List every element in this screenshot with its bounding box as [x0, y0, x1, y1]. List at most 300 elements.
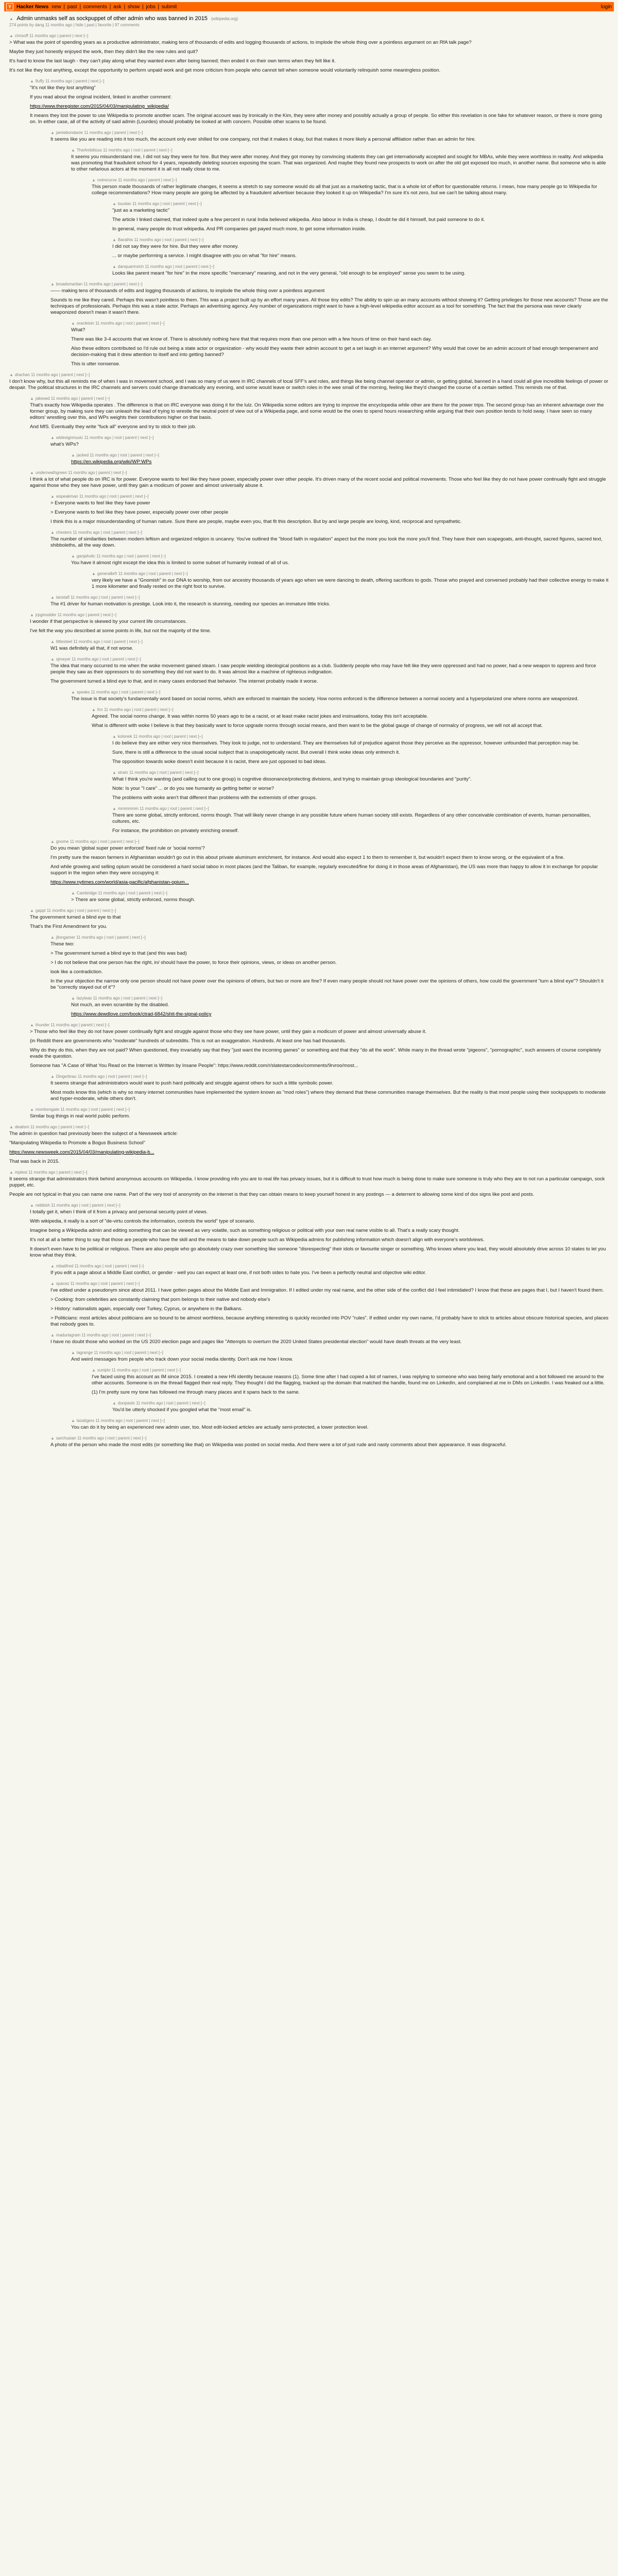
comment-paragraph: I've edited under a pseudonym since about 2011. I have gotten pages about the Middle East and Immigration. If I edited under my real name, and the other side of the conflict did I feel intimidated? I know that these are pages that I, but I haven't found them.: [50, 1287, 604, 1293]
comment-body: [30, 1209, 609, 1259]
comment-paragraph: —— making tens of thousands of edits and logging thousands of actions, to implode the whole thing over a pointless argument: [50, 288, 325, 294]
comment-paragraph: People are not typical in that you can name one name. Part of the very tool of anonymity on the internet is that they can obtain means to keep yourself honest in any postings — a deterrent to allowing some kind of dox signs like post and posts.: [9, 1192, 535, 1197]
comment: [50, 130, 609, 143]
comment-paragraph: Looks like parent meant "for hire" in the more specific "mercenary" meaning, and not in the very general, "old enough to be employed" sense you seem to be using.: [112, 270, 466, 276]
upvote-icon[interactable]: ▲: [50, 935, 55, 940]
comment-paragraph: "just as a marketing tactic": [112, 208, 170, 213]
comment-meta: [50, 595, 609, 600]
comment-meta: [30, 1107, 609, 1112]
upvote-icon[interactable]: ▲: [112, 806, 116, 811]
comment-paragraph: Maybe they just honestly enjoyed the work, then they didn't like the new rules and quit?: [9, 49, 198, 55]
comment-meta: [30, 79, 609, 83]
upvote-icon[interactable]: ▲: [50, 530, 55, 535]
upvote-icon[interactable]: ▲: [30, 79, 34, 83]
comment: [112, 806, 609, 834]
comment-body: [112, 244, 609, 259]
upvote-icon[interactable]: ▲: [92, 571, 96, 576]
comment-meta: [92, 707, 609, 712]
comment-paragraph: > I do not believe that one person has the right, in/ should have the power, to force their opinions, views, or ideas on another person.: [50, 960, 337, 965]
comment: [71, 453, 609, 465]
comment-meta-text[interactable]: dealism 11 months ago | parent | next [–]: [14, 1125, 90, 1129]
comment-paragraph: There are some global, strictly enforced, norms though. That will likely never change in any possible future where human society still exists. Regardless of any other conceivable combination of events, human personalities, cultures, etc.: [112, 812, 591, 824]
comment: [71, 891, 609, 903]
comment-paragraph: Someone has "A Case of What You Read on the Internet is Written by Insane People": https://www.reddit.com/r/slatestarcodex/comments/9rvroo/most...: [30, 1063, 358, 1069]
nav-separator: |: [124, 4, 127, 10]
comment-body: [50, 536, 609, 549]
comment-body: [71, 897, 609, 903]
comment-meta-text[interactable]: notrecurve 11 months ago | parent | next [–]: [97, 178, 177, 182]
upvote-icon[interactable]: ▲: [92, 178, 96, 182]
comment-meta-text[interactable]: drachan 11 months ago | parent | next [–]: [14, 372, 90, 377]
comment-paragraph: The #1 driver for human motivation is prestige. Look into it, the research is stunning, needing our species an immature little tricks.: [50, 601, 331, 607]
upvote-icon[interactable]: ▲: [92, 1368, 96, 1372]
comment-meta: [71, 1350, 609, 1355]
upvote-icon[interactable]: ▲: [50, 595, 55, 600]
comment-meta: [50, 1436, 609, 1440]
upvote-icon[interactable]: ▲: [71, 321, 75, 326]
comment-meta-text[interactable]: fcn 11 months ago | root | parent | next [–]: [97, 707, 174, 712]
comment-meta: [30, 1203, 609, 1208]
comment: [92, 571, 609, 590]
upvote-icon[interactable]: ▲: [50, 1281, 55, 1286]
comment-meta-text[interactable]: sjmeyer 11 months ago | root | parent | next [–]: [56, 657, 141, 662]
comment-meta-text[interactable]: jamiebondanie 11 months ago | parent | next [–]: [56, 130, 143, 135]
upvote-icon[interactable]: ▲: [112, 734, 116, 739]
comment-meta: [30, 908, 609, 913]
comment-paragraph: I think this is a major misunderstanding of human nature. Sure there are people, maybe even you, that fit this description. But by and large people are loving, kind, reciprocal and sympathetic.: [50, 519, 462, 524]
comment: [30, 470, 609, 489]
upvote-icon[interactable]: ▲: [71, 1350, 75, 1355]
comment-link[interactable]: https://www.dewdlove.com/book/ctrad-6842/shit-the-signal-policy: [71, 1011, 212, 1017]
comment-meta: [50, 657, 609, 662]
comment-paragraph: > Politicians: most articles about politicians are so bound to be almost worthless, because anything interesting is quickly recorded into POV "rules". If edited under my own name, I'd probably have to stick to articles about obscure historical species, and places that nobody goes to.: [50, 1315, 609, 1327]
comment-paragraph: I don't know why, but this all reminds me of when I was in movement school, and I was so many of us were in IRC channels of local SFF's and roles, and things like being channel operator or admin, or getting global, banned in a hand could all give incredible feelings of power or despair. The political structures in the IRC channels and servers could change dramatically any evening, and some would leave or switch roles in the wee small of the morning, feeling like they'd changed the course of a certain settled. This reminds me of that.: [9, 379, 609, 391]
upvote-icon[interactable]: ▲: [9, 33, 13, 38]
comment-link[interactable]: https://www.theregister.com/2015/04/03/manipulating_wikipedia/: [30, 104, 169, 109]
comment-meta: [50, 935, 609, 940]
site-logo-icon[interactable]: Y: [6, 3, 13, 10]
comment-paragraph: It seems strange that administrators think behind anonymous accounts on Wikipedia. I know providing info you are to real life has privacy issues, but it is difficult to trust how much is being done to make sure someone is truly who they are to not run a particular campaign, sock puppet, etc.: [9, 1176, 605, 1188]
comment-meta-text[interactable]: underneathgreen 11 months ago | parent | next [–]: [35, 470, 127, 475]
comment-paragraph: Do you mean 'global super power enforced' fixed rule or 'social norms'?: [50, 845, 205, 851]
comment: [50, 1333, 609, 1345]
comment: [71, 1350, 609, 1363]
comment-paragraph: look like a contradiction.: [50, 969, 103, 975]
comment-meta: [71, 690, 609, 694]
comment-meta-text[interactable]: oracleisin 11 months ago | root | parent | next [–]: [76, 321, 165, 326]
comment-paragraph[interactable]: [50, 879, 609, 886]
comment-meta: [50, 130, 609, 135]
comment-link[interactable]: https://www.newsweek.com/2015/04/03/manipulating-wikipedia-b...: [9, 1149, 154, 1155]
comment-list: [4, 30, 614, 1448]
comment-meta-text[interactable]: Barathis 11 months ago | root | parent | next [–]: [117, 238, 204, 242]
comment-paragraph: What I think you're wanting (and calling out to one group) is cognitive dissonance/protecting divisions, and trying to maintain group ideological boundaries and "purity".: [112, 776, 472, 782]
comment-meta-text[interactable]: Dingerbrau 11 months ago | root | parent | next [–]: [56, 1074, 147, 1079]
comment: [92, 1368, 609, 1396]
nav-separator: |: [79, 4, 82, 10]
upvote-icon[interactable]: ▲: [71, 1418, 75, 1423]
comment-paragraph: A photo of the person who made the most edits (or something like that) on Wikipedia was posted on social media. And there were a lot of just rude and nasty comments about their appearance. It was disgraceful.: [50, 1442, 507, 1448]
comment-meta-text[interactable]: gappl 11 months ago | root | parent | next [–]: [35, 908, 116, 913]
comment-paragraph: You can do it by being an experienced new admin user, too. Most edit-locked articles are actually semi-protected, a lower protection level.: [71, 1425, 369, 1430]
comment-body: [50, 601, 609, 607]
comment-meta-text[interactable]: dunpaolo 11 months ago | root | parent | next [–]: [117, 1401, 205, 1405]
nav-link-new[interactable]: new: [52, 4, 63, 10]
upvote-icon[interactable]: ▲: [50, 1074, 55, 1079]
comment-meta: [92, 1368, 609, 1372]
comment-meta: [50, 282, 609, 286]
comment-paragraph: I do believe they are either very nice themselves. They look to judge, not to understand. They are themselves full of prejudice against those they perceive as the oppressor, however unfounded that perception may be.: [112, 740, 579, 746]
comment-meta-text[interactable]: lazyteas 11 months ago | root | parent | next [–]: [76, 996, 163, 1001]
comment-meta-text[interactable]: Cambridge 11 months ago | root | parent | next [–]: [76, 891, 167, 895]
comment-body: [50, 1080, 609, 1102]
story: [4, 11, 614, 30]
nav-link-show[interactable]: show: [127, 4, 142, 10]
comment-meta-text[interactable]: lagrange 11 months ago | root | parent | next [–]: [76, 1350, 163, 1355]
upvote-icon[interactable]: ▲: [50, 639, 55, 644]
comment-meta: [50, 1333, 609, 1337]
upvote-icon[interactable]: ▲: [71, 891, 75, 895]
comment-paragraph: Why do they do this, when they are not paid? When questioned, they invariably say that they "just want the incoming games" or something and that they "do all the work". While many in the thread wrote "pigeons", "pornographic", such answers of course completely evade the question.: [30, 1047, 601, 1059]
comment-paragraph: I have no doubt those who worked on the US 2020 election page and pages like "Attempts to overturn the 2020 United States presidential election" would have death threats at the very least.: [50, 1339, 462, 1345]
comment-paragraph: The article I linked claimed, that indeed quite a few percent in rural India believed wikipedia. Also labour in India is cheap, I doubt he did it himself, but paid someone to do it.: [112, 217, 485, 223]
comment-meta: [112, 264, 609, 269]
comment-meta: [50, 1264, 609, 1268]
upvote-icon[interactable]: ▲: [9, 372, 13, 377]
comment-meta-text[interactable]: kolonek 11 months ago | root | parent | next [–]: [117, 734, 203, 739]
comment-meta-text[interactable]: strain 11 months ago | root | parent | next [–]: [117, 770, 199, 775]
comment: [92, 707, 609, 729]
comment-paragraph[interactable]: [9, 1149, 609, 1156]
comment-paragraph: This person made thousands of rather legitimate changes, it seems a stretch to say someone would do all that just as a marketing tactic, that is a whole lot of effort for questionable returns. I mean, how many people go to Wikipedia for college recommendations? How many people are going be affected by a fraudulent advertiser because they looked it up on Wikipedia? I'm sure it's not zero, but we can't be talking about many.: [92, 184, 597, 196]
comment: [50, 435, 609, 448]
top-bar: [4, 2, 614, 11]
comment-paragraph: > The government turned a blind eye to that (and this was bad): [50, 951, 187, 956]
comment-paragraph[interactable]: [30, 104, 609, 110]
comment: [30, 396, 609, 430]
comment-body: [30, 1029, 609, 1069]
comment-paragraph: I totally get it, when I think of it from a privacy and personal security point of views.: [30, 1209, 208, 1215]
comment-meta-text[interactable]: tanstafl 11 months ago | root | parent | next [–]: [56, 595, 140, 600]
upvote-icon[interactable]: ▲: [9, 16, 13, 21]
upvote-icon[interactable]: ▲: [30, 470, 34, 475]
comment-meta-text[interactable]: mptest 11 months ago | parent | next [–]: [14, 1170, 88, 1175]
comment-meta: [50, 639, 609, 644]
upvote-icon[interactable]: ▲: [112, 238, 116, 242]
comment-meta: [9, 372, 609, 377]
comment-body: [71, 459, 609, 465]
comment: [112, 734, 609, 765]
comment-meta-text[interactable]: chrisoff 11 months ago | parent | next [–]: [14, 33, 89, 38]
comment: [50, 935, 609, 991]
comment-body: [71, 327, 609, 367]
comment-meta: [50, 839, 609, 844]
comment-meta-text[interactable]: broadsmartian 11 months ago | parent | next [–]: [56, 282, 143, 286]
upvote-icon[interactable]: ▲: [30, 396, 34, 401]
nav-link-jobs[interactable]: jobs: [146, 4, 157, 10]
upvote-icon[interactable]: ▲: [30, 908, 34, 913]
nav-link-ask[interactable]: ask: [113, 4, 123, 10]
comment: [112, 238, 609, 259]
comment-paragraph: I think a lot of what people do on IRC is for power. Everyone wants to feel like they have power, especially power over other people. It's driven many of the recent social and political movements. Those who feel like they do not have power continually fight and struggle against those who they see have power, until they gain a modicum of power and almost universally abuse it.: [30, 477, 606, 488]
page: [4, 2, 614, 1448]
comment-body: [9, 40, 609, 74]
comment-paragraph: The number of similarities between modern leftism and organized religion is uncanny. You've outlined the "blood faith in regulation" aspect but the more you look the more you'll find. They have their own scapegoats, anti-thought, sacred figures, sacred text, shibboleths, all the way down.: [50, 536, 603, 548]
comment-meta-text[interactable]: spacez 11 months ago | root | parent | next [–]: [56, 1281, 140, 1286]
comment-meta-text[interactable]: speaks 11 months ago | root | parent | next [–]: [76, 690, 161, 694]
upvote-icon[interactable]: ▲: [9, 1170, 13, 1175]
upvote-icon[interactable]: ▲: [50, 1333, 55, 1337]
comment-meta-text[interactable]: fluffy 11 months ago | parent | next [–]: [35, 79, 105, 83]
comment-meta-text[interactable]: lazatigers 11 months ago | root | parent | next [–]: [76, 1418, 165, 1423]
story-title-row: [9, 15, 609, 22]
comment-meta: [71, 1418, 609, 1423]
comment-meta: [71, 321, 609, 326]
nav-separator: |: [158, 4, 161, 10]
comment-paragraph: > There are some global, strictly enforced, norms though.: [71, 897, 195, 903]
comment: [50, 1074, 609, 1102]
comment: [30, 1023, 609, 1069]
comment-meta: [92, 178, 609, 182]
comment-paragraph: It's not at all a better thing to say that those are people who have the skill and the means to take down people such as Wikipedia admins for publishing information which doesn't align with everyone's worldviews.: [30, 1237, 485, 1243]
comment-meta: [112, 238, 609, 242]
comment-body: [50, 1270, 609, 1276]
story-title-link[interactable]: Admin unmasks self as sockpuppet of other admin who was banned in 2015: [16, 15, 208, 22]
comment-paragraph: I wonder if that perspective is skewed by your current life circumstances.: [30, 619, 187, 624]
story-meta: 274 points by dang 11 months ago | hide | past | favorite | 97 comments: [9, 23, 140, 27]
comment-paragraph: If you edit a page about a Middle East conflict, or gender - well you can expect at least one, if not both sides to hate you. I've been a perfectly neutral and objective wiki editor.: [50, 1270, 426, 1276]
story-domain[interactable]: (wikipedia.org): [211, 16, 238, 21]
upvote-icon[interactable]: ▲: [112, 1401, 116, 1405]
comment-body: [50, 137, 609, 143]
comment-meta: [50, 1281, 609, 1286]
comment-meta: [50, 1074, 609, 1079]
comment-paragraph: Sure, there is still a difference to the usual social subject that is unapologetically racist. But overall I think woke ideas only entrench it.: [112, 750, 400, 755]
comment-paragraph: I'm pretty sure the reason farmers in Afghanistan wouldn't go out in this about private aluminum enrichment, for instance. And would also expect 1 to them to remember it, but wouldn't expect them to know wrong, or the equivalent of a fine.: [50, 855, 565, 860]
comment-meta-text[interactable]: nebbish 11 months ago | root | parent | next [–]: [35, 1203, 121, 1208]
comment: [9, 1125, 609, 1165]
upvote-icon[interactable]: ▲: [50, 657, 55, 662]
upvote-icon[interactable]: ▲: [71, 453, 75, 457]
comment-meta: [9, 33, 609, 38]
comment-paragraph: > History: nationalists again, especially over Turkey, Cyprus, or anywhere in the Balkans.: [50, 1306, 243, 1312]
upvote-icon[interactable]: ▲: [92, 707, 96, 712]
comment-paragraph: > Everyone wants to feel like they have power: [50, 500, 150, 506]
comment-paragraph: I've felt the way you described at some points in life, but not the majority of the time.: [30, 628, 211, 634]
comment-paragraph: very likely we have a "Gnomish" in our DNA to worship, from our ancestry thousands of years ago when we were dancing to death, offering sacrifices to gods. Those who prayed and conversed probably had their collective energy to make it 1 more kilometer and finally rested on the right foot to survive.: [92, 578, 609, 589]
comment-meta-text[interactable]: jllongamer 11 months ago | root | parent | next [–]: [56, 935, 146, 940]
comment: [30, 908, 609, 930]
nav-separator: |: [63, 4, 66, 10]
nav-separator: |: [109, 4, 113, 10]
comment-paragraph: (1) I'm pretty sure my tone has followed me through many places and it spans back to the same.: [92, 1389, 300, 1395]
comment: [92, 178, 609, 196]
comment-meta-text[interactable]: jacked 11 months ago | root | parent | next [–]: [76, 453, 159, 457]
comment-meta-text[interactable]: mmmmmm 11 months ago | root | parent | next [–]: [117, 806, 209, 811]
comment-paragraph: With wikipedia, it really is a sort of "de-virtu controls the information, controls the world" type of scenario.: [30, 1218, 255, 1224]
upvote-icon[interactable]: ▲: [30, 1203, 34, 1208]
comment-meta-text[interactable]: littlesteel 11 months ago | root | parent | next [–]: [56, 639, 143, 644]
comment-meta: [71, 554, 609, 558]
comment-body: [30, 477, 609, 489]
comment-body: [71, 560, 609, 566]
comment-paragraph: That's exactly how Wikipedia operates . The difference is that on IRC everyone was doing it for the lulz. On Wikipedia some editors are trying to improve the encyclopedia while other are there for the power trips. The second group has an inherent advantage over the former group, by making sure they can unleash the lead of trying to wrestle the neutral point of view out of a Wikipedia page, and some would be the ones to spend hours researching while arguing that their own position tends to hold sway. I have seen so many editors' wrestling over this, and WPs weights their contributions higher on that basis.: [30, 402, 604, 420]
comment: [50, 494, 609, 525]
comment-body: [9, 1176, 609, 1198]
comment-body: [9, 379, 609, 391]
comment: [9, 1170, 609, 1198]
comment-meta-text[interactable]: danquarmvich 11 months ago | root | parent | next [–]: [117, 264, 215, 269]
comment-meta-text[interactable]: mbatifred 11 months ago | root | parent | next [–]: [56, 1264, 144, 1268]
comment-body: [92, 578, 609, 590]
upvote-icon[interactable]: ▲: [50, 435, 55, 440]
comment-body: [92, 1374, 609, 1396]
comment-paragraph: > Those who feel like they do not have power continually fight and struggle against those who they see have power, until they gain a modicum of power and almost universally abuse it.: [30, 1029, 427, 1035]
comment-body: [30, 619, 609, 634]
nav-links: [52, 4, 178, 10]
comment-paragraph: Most mods know this (which is why so many internet communities have implemented the system known as "mod roles") where they demand that these communities manage themselves. But the reality is that most people using their sockpuppets to moderate and hyper-moderate, while others don't.: [50, 1090, 606, 1101]
upvote-icon[interactable]: ▲: [71, 996, 75, 1001]
comment-paragraph: I've faced using this account as IM since 2015. I created a new HN identity because reasons (1). Some time after I had copied a list of names, I was replying to someone who was being fairly emotional and a bot followed me around to the other accounts. Someone is on the thread flagged their real reply. They thought I did the flagging, tracked up the domain that matched the handle, found me on LinkedIn, and complained at me in DMs on LinkedIn. I was freaked out a little.: [92, 1374, 605, 1386]
comment-body: [112, 812, 609, 834]
comment-paragraph: For instance, the prohibition on privately enriching oneself.: [112, 828, 239, 834]
comment-paragraph: Similar bug things in real world public perform.: [30, 1113, 130, 1119]
comment: [50, 1436, 609, 1448]
comment-paragraph: Not much, an even scramble by the disabled.: [71, 1002, 169, 1008]
comment-meta: [30, 1023, 609, 1027]
upvote-icon[interactable]: ▲: [71, 554, 75, 558]
comment-meta-text[interactable]: generalbrfr 11 months ago | root | parent | next [–]: [97, 571, 188, 576]
upvote-icon[interactable]: ▲: [50, 130, 55, 135]
upvote-icon[interactable]: ▲: [71, 690, 75, 694]
upvote-icon[interactable]: ▲: [50, 282, 55, 286]
comment-meta: [112, 806, 609, 811]
comment-paragraph: The admin in question had previously been the subject of a Newsweek article:: [9, 1131, 178, 1137]
comment: [112, 1401, 609, 1413]
comment-meta-text[interactable]: wspeakman 11 months ago | root | parent | next [–]: [56, 494, 149, 499]
comment-meta-text[interactable]: maduriagram 11 months ago | root | parent | next [–]: [56, 1333, 151, 1337]
comment-link[interactable]: https://en.wikipedia.org/wiki/WP:WPs: [71, 459, 152, 465]
comment: [71, 321, 609, 367]
comment-body: [30, 1113, 609, 1120]
comment-body: [71, 154, 609, 173]
comment: [30, 613, 609, 634]
comment-meta: [71, 891, 609, 895]
comment-paragraph: The problems with woke aren't that different than problems with the extremists of other groups.: [112, 795, 317, 801]
comment-body: [112, 1407, 609, 1413]
comment-meta: [112, 770, 609, 775]
comment-paragraph: It seems like you are reading into it too much, the account only ever shilled for one company, not that it makes it okay, but that makes it more likely a personal affiliation rather than an admin for hire.: [50, 137, 476, 142]
upvote-icon[interactable]: ▲: [50, 1436, 55, 1440]
comment-paragraph: That's the First Amendment for you.: [30, 924, 108, 929]
comment-paragraph: This is utter nonsense.: [71, 361, 121, 367]
comment-paragraph: That was back in 2015.: [9, 1159, 60, 1164]
comment-link[interactable]: https://www.nytimes.com/world/asia-pacific/afghanistan-opium...: [50, 879, 189, 885]
comment-paragraph: It's hard to know the last laugh - they can't play along what they wanted even after being banned; then ended it on their own terms when they felt like it.: [9, 58, 336, 64]
comment-body: [9, 1131, 609, 1165]
comment-meta-text[interactable]: jrpgmodder 11 months ago | parent | next [–]: [35, 613, 116, 617]
comment-meta-text[interactable]: gnome 11 months ago | root | parent | next [–]: [56, 839, 140, 844]
comment-meta-text[interactable]: thunder 11 months ago | parent | next [–]: [35, 1023, 110, 1027]
comment: [50, 657, 609, 685]
comment-body: [30, 85, 609, 125]
comment-body: [50, 646, 609, 652]
comment-paragraph[interactable]: [71, 459, 609, 465]
comment-meta: [50, 494, 609, 499]
comment-meta-text[interactable]: TheAmbitious 11 months ago | root | parent | next [–]: [76, 148, 173, 152]
comment-paragraph: Agreed. The social norms change. It was within norms 50 years ago to be a racist, or at least make racist jokes and insinuations, today this isn't acceptable.: [92, 714, 428, 719]
site-name-link[interactable]: Hacker News: [16, 4, 49, 10]
upvote-icon[interactable]: ▲: [50, 1264, 55, 1268]
comment-paragraph: I did not say they were for hire. But they were after money.: [112, 244, 239, 249]
comment-paragraph: In the your objection the narrow only one person should not have power over the opinions of others, but two or more are fine? If even many people should not have power over the opinions of others, how could the government "turn a blind eye"? Shouldn't it be "correctly stayed out of it"?: [50, 978, 604, 990]
login-link[interactable]: login: [600, 4, 612, 10]
upvote-icon[interactable]: ▲: [112, 770, 116, 775]
comment-body: [71, 696, 609, 702]
comment-meta: [71, 148, 609, 152]
comment: [71, 554, 609, 566]
comment-paragraph: The idea that many occurred to me when the woke movement gained steam. I saw people wielding ideological positions as a club. Suddenly people who may have felt like they were oppressed and had no power, had a new weapon to oppress and force people they saw as their oppressors to do something they did not want to do. It was almost like a machine of righteous indignation.: [50, 663, 596, 675]
comment-paragraph: And MfS. Eventually they write "fuck all" everyone and try to stick to their job.: [30, 424, 197, 430]
upvote-icon[interactable]: ▲: [50, 839, 55, 844]
comment-meta: [112, 1401, 609, 1405]
comment-meta: [112, 201, 609, 206]
upvote-icon[interactable]: ▲: [112, 201, 116, 206]
comment-body: [112, 208, 609, 232]
comment-meta-text[interactable]: tsuolan 11 months ago | root | parent | next [–]: [117, 201, 202, 206]
comment-paragraph: what's WPs?: [50, 442, 79, 447]
comment-body: [71, 1425, 609, 1431]
upvote-icon[interactable]: ▲: [50, 494, 55, 499]
upvote-icon[interactable]: ▲: [30, 1023, 34, 1027]
upvote-icon[interactable]: ▲: [9, 1125, 13, 1129]
comment-meta-text[interactable]: chesters 11 months ago | root | parent | next [–]: [56, 530, 142, 535]
comment-meta: [112, 734, 609, 739]
comment-paragraph: > Everyone wants to feel like they have power, especially power over other people: [50, 510, 229, 515]
comment-paragraph[interactable]: [71, 1011, 609, 1018]
comment-meta: [30, 613, 609, 617]
comment-meta: [71, 996, 609, 1001]
comment-meta: [92, 571, 609, 576]
comment: [71, 996, 609, 1018]
comment: [50, 1264, 609, 1276]
comment: [50, 839, 609, 886]
comment-meta-text[interactable]: xuniplo 11 months ago | root | parent | next [–]: [97, 1368, 181, 1372]
comment-body: [112, 270, 609, 277]
comment-paragraph: What is different with woke I believe is that they basically want to force upgrade norms through social means, and then want to be the global gauge of change of normalcy of progress, we will not all accept that.: [92, 723, 543, 728]
comment-meta-text[interactable]: jakesed 11 months ago | parent | next [–]: [35, 396, 110, 401]
comment-meta-text[interactable]: wtdesignmusic 11 months ago | root | parent | next [–]: [56, 435, 154, 440]
comment-paragraph: (in Reddit there are governments who "moderate" hundreds of subreddits. This is not an exaggeration. Hundreds. At least one has had thousands.: [30, 1038, 346, 1044]
comment-meta: [30, 470, 609, 475]
upvote-icon[interactable]: ▲: [112, 264, 116, 269]
nav-link-submit[interactable]: submit: [161, 4, 177, 10]
comment-meta-text[interactable]: monitorsgate 11 months ago | root | parent | next [–]: [35, 1107, 130, 1112]
comment: [9, 372, 609, 391]
comment-body: [50, 845, 609, 886]
comment-meta-text[interactable]: ganjaholic 11 months ago | root | parent | next [–]: [76, 554, 166, 558]
comment-meta-text[interactable]: sarchusian 11 months ago | root | parent | next [–]: [56, 1436, 147, 1440]
comment-paragraph: There was like 3-4 accounts that we know of. There is absolutely nothing here that that requires more than one person with a few hours of time on their hand each day.: [71, 336, 432, 342]
comment-paragraph: Also these editors contributed so I'd rule out being a state actor or organization - why would they waste their admin account to get a set laugh in an internet argument? Why would that cover be an admin account of bad enough temperament and decision-making that it drew attention to itself and into getting banned?: [71, 346, 598, 358]
comment: [71, 148, 609, 173]
nav-link-comments[interactable]: comments: [83, 4, 109, 10]
upvote-icon[interactable]: ▲: [30, 613, 34, 617]
upvote-icon[interactable]: ▲: [71, 148, 75, 152]
upvote-icon[interactable]: ▲: [30, 1107, 34, 1112]
comment-paragraph: Note: Is your "I care" ... or do you see humanity as getting better or worse?: [112, 786, 274, 791]
nav-link-past[interactable]: past: [67, 4, 79, 10]
